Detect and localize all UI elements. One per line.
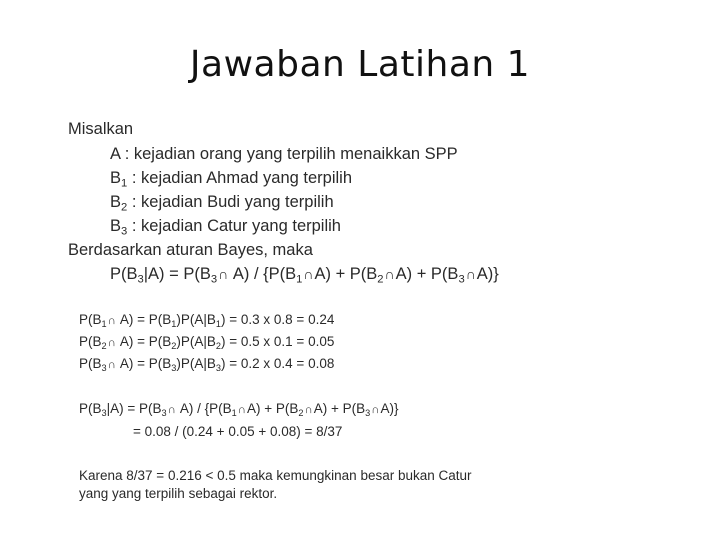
calc-text: P(B (79, 312, 102, 327)
formula-text: A) + P(B (313, 401, 366, 416)
calc-text: ) = 0.2 x 0.4 = 0.08 (221, 356, 335, 371)
formula-text: P(B (110, 265, 138, 283)
formula-text: A) / {P(B (229, 265, 297, 283)
calc-subscript: 1 (171, 318, 177, 329)
slide-title: Jawaban Latihan 1 (189, 44, 531, 85)
definition-symbol: A (110, 145, 121, 163)
result-value: = 0.08 / (0.24 + 0.05 + 0.08) = 8/37 (133, 424, 343, 439)
calc-text: )P(A|B (176, 356, 216, 371)
definition-subscript: 3 (121, 225, 128, 238)
calc-subscript: 3 (101, 362, 107, 373)
calc-text: ) = 0.3 x 0.8 = 0.24 (221, 312, 335, 327)
formula-text: P(B (79, 401, 102, 416)
result-formula (79, 401, 399, 416)
intersection-symbol: ∩ (384, 266, 395, 282)
calc-text: A) = P(B (116, 312, 172, 327)
intersection-symbol: ∩ (218, 266, 229, 282)
formula-subscript: 3 (458, 273, 465, 286)
calc-text: A) = P(B (116, 356, 172, 371)
conclusion-line-2: yang yang terpilih sebagai rektor. (79, 486, 278, 501)
definition-symbol: B (110, 169, 122, 187)
intersection-symbol: ∩ (303, 266, 314, 282)
calc-row-1 (79, 312, 334, 327)
definition-text: : kejadian Catur yang terpilih (127, 217, 341, 235)
definition-a (110, 145, 458, 164)
formula-text: A) + P(B (247, 401, 299, 416)
calc-subscript: 1 (101, 318, 107, 329)
calc-text: A) = P(B (116, 334, 172, 349)
calc-text: P(B (79, 356, 102, 371)
formula-subscript: 2 (298, 407, 304, 418)
calc-text: P(B (79, 334, 102, 349)
definition-b1 (110, 169, 352, 188)
calc-subscript: 2 (171, 340, 177, 351)
definition-subscript: 2 (121, 201, 128, 214)
definition-symbol: B (110, 193, 122, 211)
calc-subscript: 3 (171, 362, 177, 373)
intersection-symbol: ∩ (107, 359, 116, 371)
calc-text: ) = 0.5 x 0.1 = 0.05 (221, 334, 335, 349)
definition-text: : kejadian orang yang terpilih menaikkan SPP (120, 145, 458, 163)
intersection-symbol: ∩ (167, 404, 176, 416)
definition-text: : kejadian Budi yang terpilih (127, 193, 334, 211)
calc-row-2 (79, 334, 334, 349)
formula-subscript: 3 (161, 407, 167, 418)
definition-text: : kejadian Ahmad yang terpilih (127, 169, 352, 187)
definition-b3 (110, 217, 341, 236)
formula-subscript: 1 (296, 273, 303, 286)
formula-text: A) + P(B (395, 265, 459, 283)
conclusion-line-1: Karena 8/37 = 0.216 < 0.5 maka kemungkinan besar bukan Catur (79, 468, 472, 483)
intersection-symbol: ∩ (237, 404, 247, 416)
intersection-symbol: ∩ (107, 315, 116, 327)
definition-b2 (110, 193, 334, 212)
calc-subscript: 2 (101, 340, 107, 351)
formula-text: |A) = P(B (143, 265, 211, 283)
formula-subscript: 3 (101, 407, 107, 418)
formula-subscript: 3 (210, 273, 218, 286)
intersection-symbol: ∩ (371, 404, 380, 416)
intersection-symbol: ∩ (465, 266, 476, 282)
formula-text: A)} (476, 265, 499, 283)
formula-text: A)} (380, 401, 399, 416)
bayes-formula (110, 265, 499, 284)
intro-label: Misalkan (68, 120, 134, 138)
formula-subscript: 1 (231, 407, 237, 418)
calc-row-3 (79, 356, 334, 371)
definition-subscript: 1 (121, 177, 128, 190)
formula-text: A) + P(B (314, 265, 378, 283)
calc-subscript: 2 (215, 340, 222, 351)
formula-subscript: 3 (137, 273, 144, 286)
formula-subscript: 3 (365, 407, 371, 418)
calc-subscript: 1 (215, 318, 222, 329)
definition-symbol: B (110, 217, 122, 235)
formula-text: A) / {P(B (176, 401, 232, 416)
formula-subscript: 2 (377, 273, 384, 286)
formula-text: |A) = P(B (106, 401, 162, 416)
bayes-intro: Berdasarkan aturan Bayes, maka (68, 241, 313, 259)
intersection-symbol: ∩ (304, 404, 313, 416)
calc-text: )P(A|B (176, 334, 216, 349)
calc-text: )P(A|B (176, 312, 216, 327)
intersection-symbol: ∩ (107, 337, 116, 349)
calc-subscript: 3 (215, 362, 222, 373)
